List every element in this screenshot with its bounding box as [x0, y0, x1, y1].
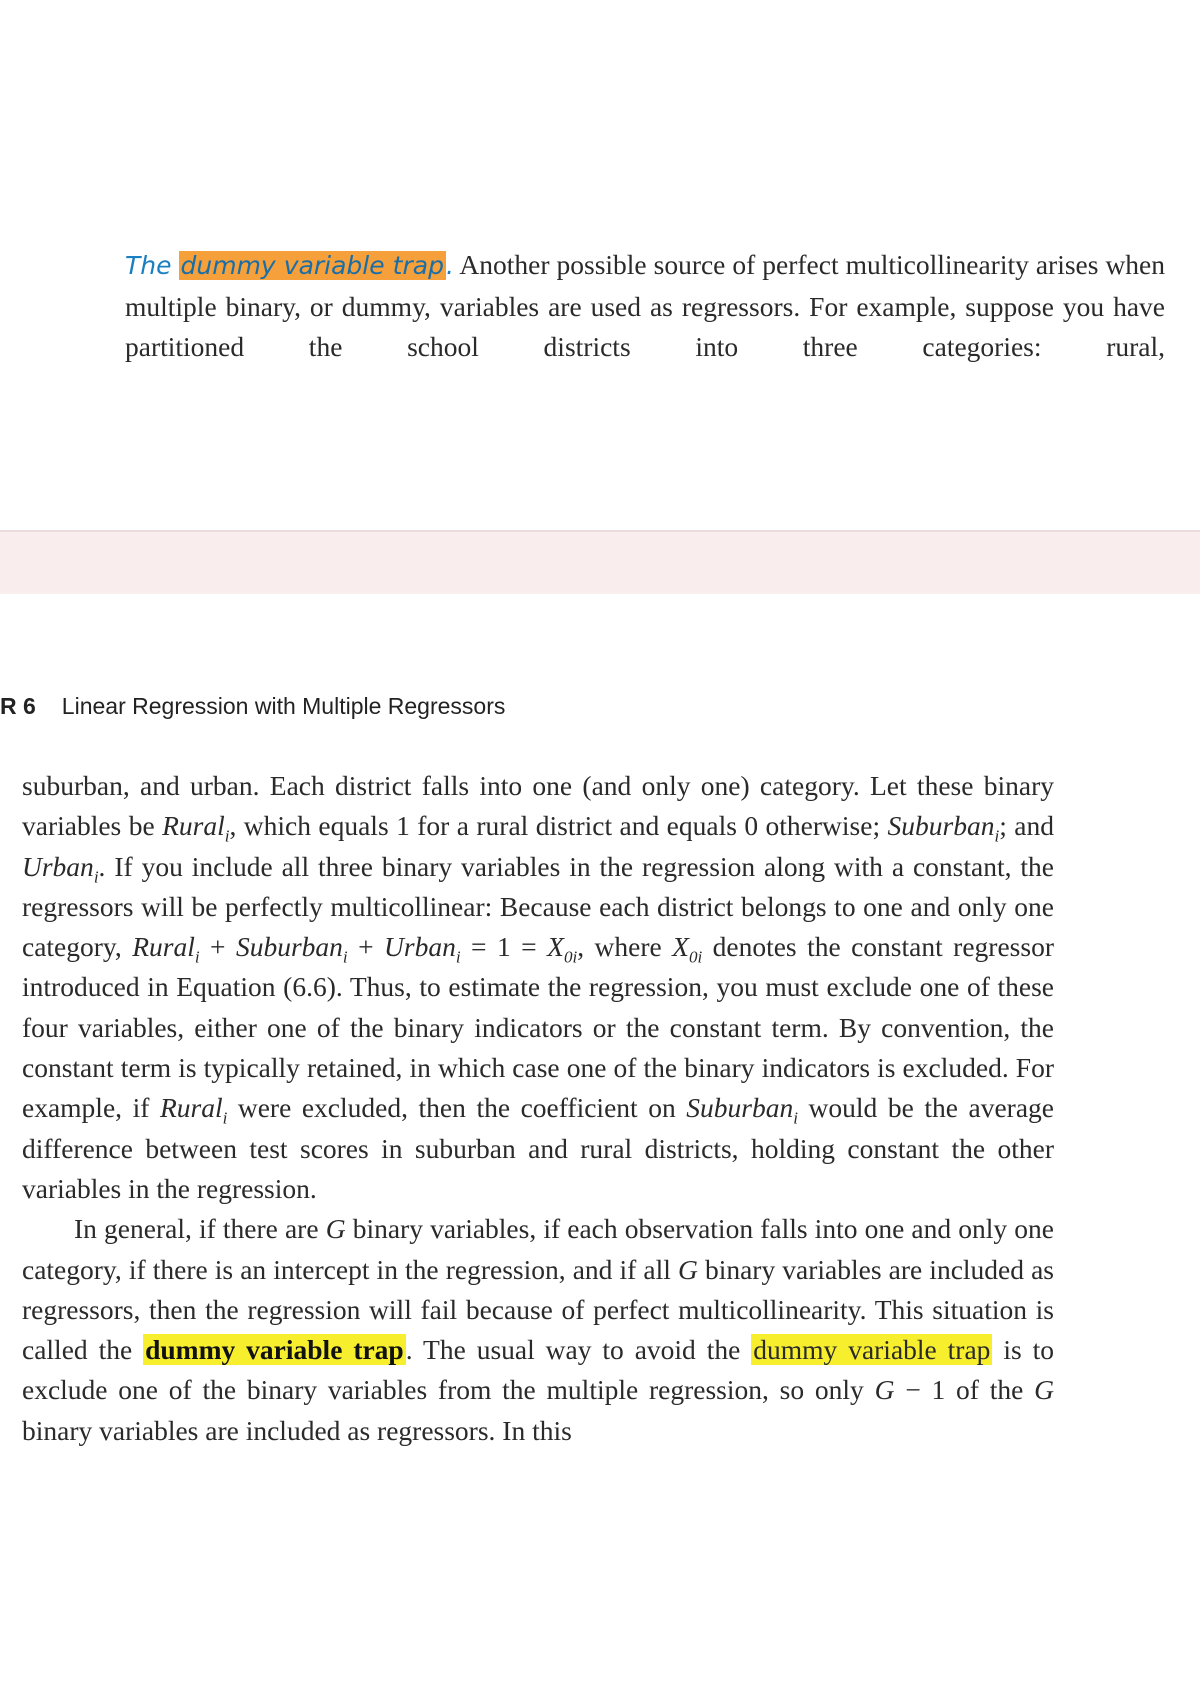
- text-run: denotes the constant regressor introduced in Equation (6.6). Thus, to estimate the regression, you must exclude one of these four variables, either one of the binary indicators or the constant term. By convention, the constant term is typically retained, in which case one of the binary indicators is excluded. For example, if: [22, 931, 1054, 1124]
- subscript: 0i: [688, 947, 703, 967]
- text-run: − 1 of the: [894, 1374, 1035, 1406]
- math-text: Suburban: [887, 810, 995, 842]
- text-run: were excluded, then the coefficient on: [227, 1092, 687, 1124]
- text-run: binary variables are included as regressors. In this: [22, 1414, 572, 1446]
- subscript: i: [93, 867, 99, 887]
- body-text: [22, 766, 1054, 1451]
- math-operator: +: [199, 931, 236, 963]
- math-urban: [22, 850, 99, 887]
- text-run: . If you include all three binary variables in the regression along with a constant, the regressors will be perfectly multicollinear: Because each district belongs to one and only one category,: [22, 850, 1054, 963]
- text-run: is to exclude one of the binary variables from the multiple regression, so only: [22, 1334, 1055, 1406]
- page-separator: [0, 530, 1200, 594]
- math-equation: [132, 931, 578, 967]
- text-run: binary variables are included as regressors, then the regression will fail because of perfect multicollinearity. This situation is called the: [22, 1253, 1054, 1366]
- text-run: ; and: [999, 810, 1054, 842]
- math-rural: [162, 810, 230, 846]
- math-text: Suburban: [235, 931, 343, 963]
- math-text: X: [672, 931, 689, 963]
- subscript: i: [224, 826, 230, 846]
- page1-paragraph: [125, 245, 1165, 368]
- subscript: 0i: [563, 947, 578, 967]
- lead-in-highlight: dummy variable trap: [180, 251, 444, 280]
- subscript: i: [194, 947, 200, 967]
- math-suburban: [887, 810, 1000, 846]
- text-run: binary variables, if each observation falls into one and only one category, if there is an intercept in the regression, and if all: [22, 1213, 1054, 1285]
- text-run: In general, if there are: [74, 1213, 326, 1245]
- math-rural: [159, 1092, 228, 1128]
- text-run: , which equals 1 for a rural district and equals 0 otherwise;: [229, 810, 888, 842]
- text-run: . The usual way to avoid the: [405, 1334, 752, 1366]
- math-suburban: [686, 1092, 798, 1128]
- math-operator: = 1 =: [460, 931, 548, 963]
- math-text: Rural: [162, 810, 225, 842]
- lead-in-dot: .: [445, 251, 454, 280]
- math-g: G: [325, 1213, 346, 1245]
- highlighted-term-bold: dummy variable trap: [145, 1334, 404, 1366]
- running-head: [0, 693, 505, 720]
- math-g: G: [874, 1374, 895, 1406]
- text-run: , where: [577, 931, 673, 963]
- chapter-title: Linear Regression with Multiple Regressors: [61, 693, 506, 719]
- highlighted-term: dummy variable trap: [753, 1334, 991, 1366]
- math-x0i: [672, 931, 703, 967]
- math-text: Urban: [384, 931, 456, 963]
- text-run: suburban, and urban. Each district falls into one (and only one) category. Let these binary variables be: [22, 770, 1054, 842]
- text-run: would be the average difference between test scores in suburban and rural districts, holding constant the other variables in the regression.: [22, 1092, 1054, 1204]
- subscript: i: [222, 1108, 228, 1128]
- paragraph-2: [22, 1209, 1054, 1451]
- math-text: X: [547, 931, 564, 963]
- lead-in-word: The: [125, 251, 172, 280]
- math-text: Suburban: [686, 1092, 794, 1124]
- page1-text: Another possible source of perfect multicollinearity arises when multiple binary, or dummy, variables are used as regressors. For example, suppose you have partitioned the school districts into three categories: rural,: [125, 249, 1166, 362]
- math-text: Rural: [132, 931, 195, 963]
- subscript: i: [342, 947, 348, 967]
- subscript: i: [994, 826, 1000, 846]
- math-text: Rural: [159, 1092, 223, 1124]
- paragraph-1: [22, 766, 1054, 1209]
- math-g: G: [677, 1253, 698, 1285]
- math-text: Urban: [22, 850, 94, 882]
- subscript: i: [455, 947, 461, 967]
- subscript: i: [793, 1108, 798, 1128]
- math-operator: +: [347, 931, 385, 963]
- math-g: G: [1034, 1374, 1055, 1406]
- chapter-number: R 6: [0, 693, 36, 719]
